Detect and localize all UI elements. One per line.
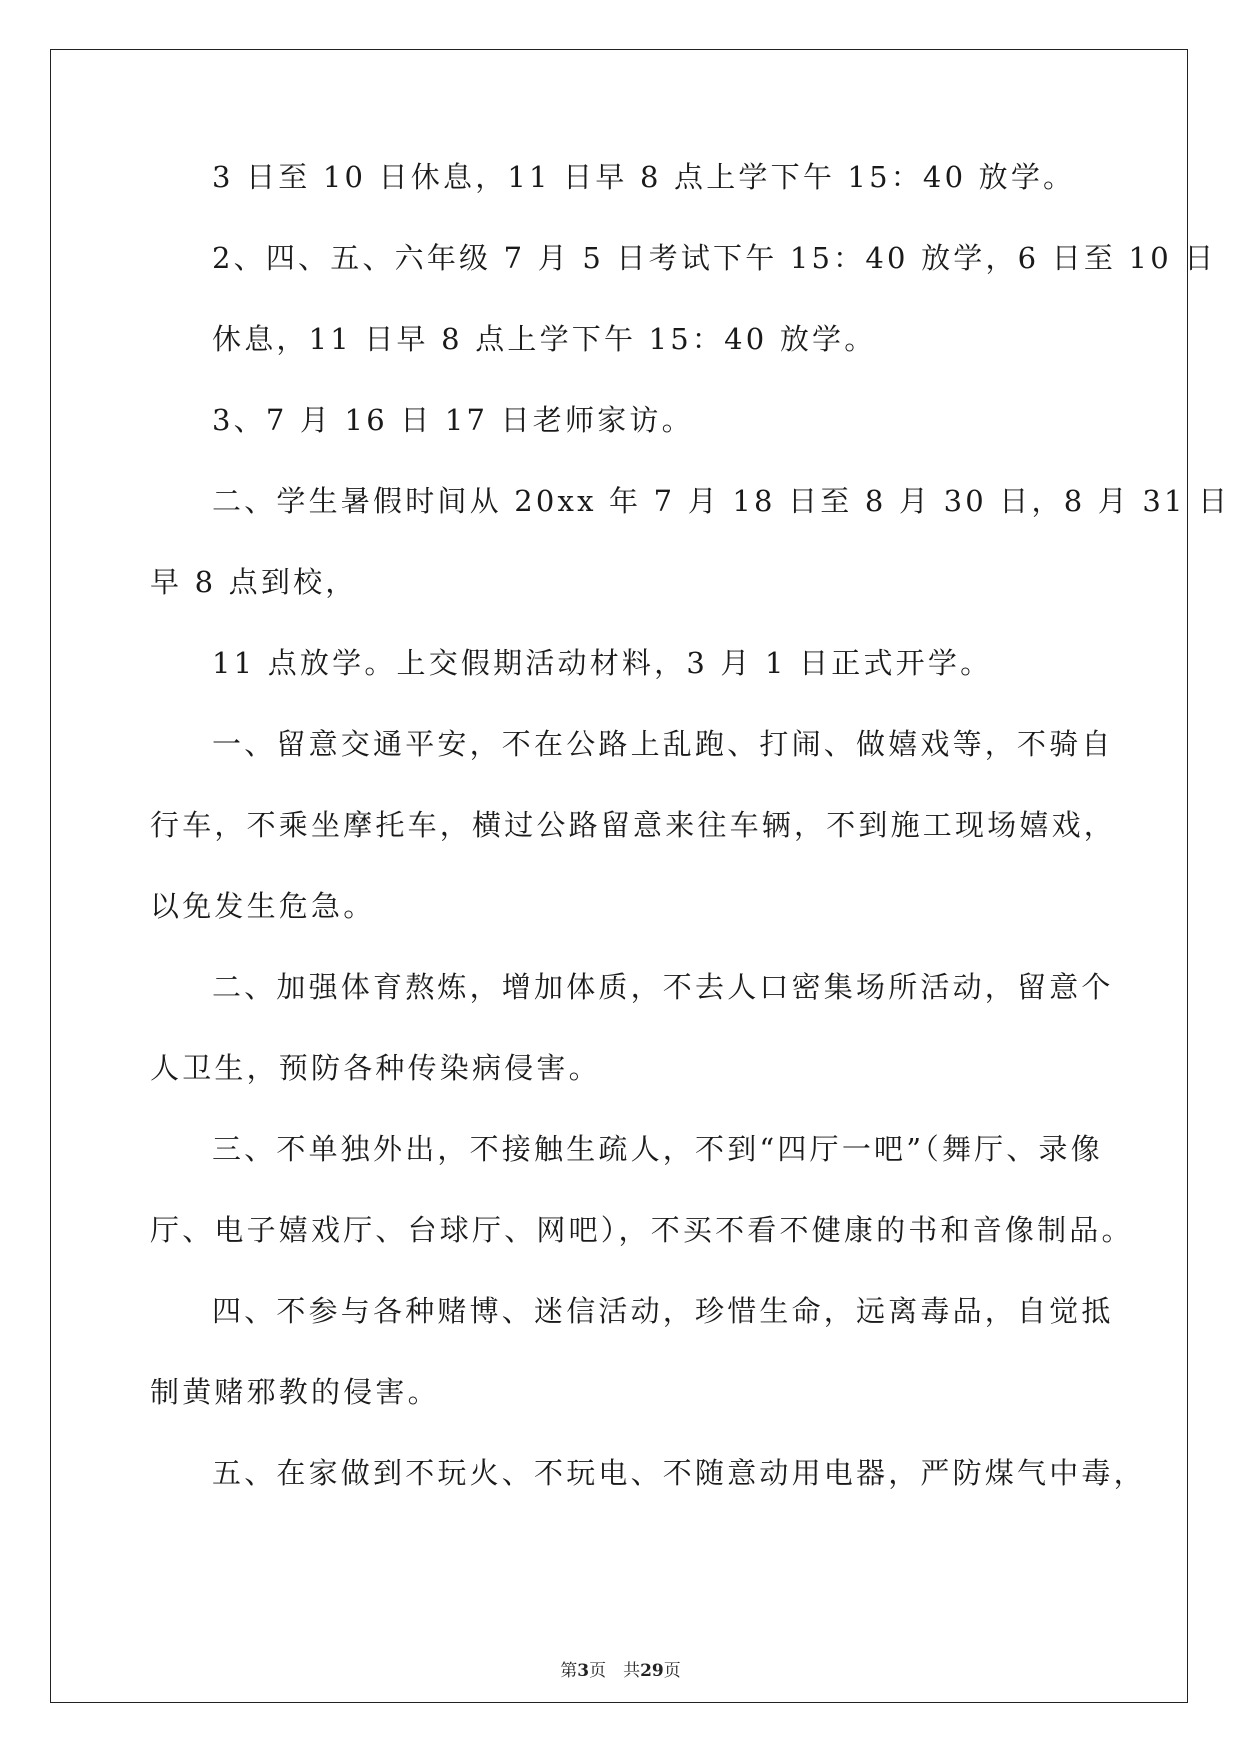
text-line: 2、四、五、六年级 7 月 5 日考试下午 15：40 放学，6 日至 10 日 [212, 241, 1217, 275]
text-line: 早 8 点到校， [150, 565, 358, 599]
text-line: 一、留意交通平安，不在公路上乱跑、打闹、做嬉戏等，不骑自 [212, 727, 1114, 761]
page-footer [0, 1656, 1241, 1681]
text-line: 二、加强体育熬炼，增加体质，不去人口密集场所活动，留意个 [212, 970, 1114, 1004]
text-line: 3 日至 10 日休息，11 日早 8 点上学下午 15：40 放学。 [212, 160, 1076, 194]
text-line: 二、学生暑假时间从 20xx 年 7 月 18 日至 8 月 30 日，8 月 31 日 [212, 484, 1231, 518]
page-mid: 页 共 [589, 1661, 641, 1681]
page-suffix: 页 [663, 1661, 681, 1681]
text-line: 五、在家做到不玩火、不玩电、不随意动用电器，严防煤气中毒， [212, 1456, 1146, 1490]
text-line: 行车，不乘坐摩托车，横过公路留意来往车辆，不到施工现场嬉戏， [150, 808, 1117, 842]
text-line: 人卫生，预防各种传染病侵害。 [150, 1051, 601, 1085]
text-line: 以免发生危急。 [150, 889, 376, 923]
text-line: 厅、电子嬉戏厅、台球厅、网吧），不买不看不健康的书和音像制品。 [150, 1213, 1134, 1247]
text-line: 三、不单独外出，不接触生疏人，不到“四厅一吧”（舞厅、录像 [212, 1132, 1103, 1166]
text-line: 3、7 月 16 日 17 日老师家访。 [212, 403, 694, 437]
text-line: 休息，11 日早 8 点上学下午 15：40 放学。 [212, 322, 877, 356]
page-total: 29 [640, 1661, 664, 1681]
text-line: 四、不参与各种赌博、迷信活动，珍惜生命，远离毒品，自觉抵 [212, 1294, 1114, 1328]
page-current: 3 [577, 1661, 590, 1681]
text-line: 制黄赌邪教的侵害。 [150, 1375, 440, 1409]
text-line: 11 点放学。上交假期活动材料，3 月 1 日正式开学。 [212, 646, 993, 680]
page-prefix: 第 [560, 1661, 578, 1681]
